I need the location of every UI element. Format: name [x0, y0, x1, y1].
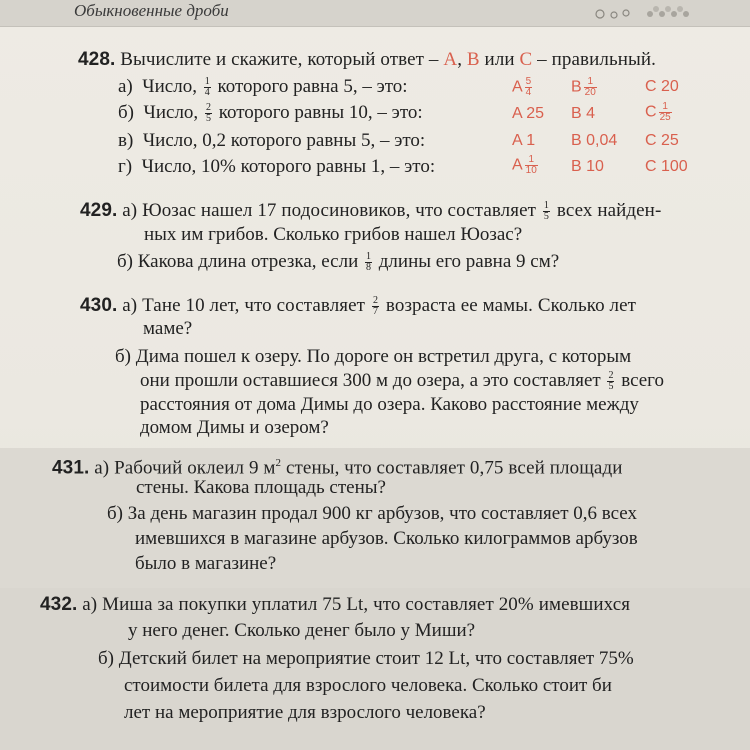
- problem-429-a: [80, 200, 661, 222]
- problem-429-a-cont: ных им грибов. Сколько грибов нашел Юозас?: [144, 224, 523, 245]
- problem-432-a: [40, 594, 630, 616]
- answer-option-b: [571, 77, 599, 98]
- item-text: Число, 10% которого равны 1, – это:: [141, 156, 436, 177]
- denominator: 5: [205, 113, 211, 125]
- item-text: стены, что составляет 0,75 всей площади: [281, 457, 623, 479]
- item-text: которого равна 5, – это:: [217, 76, 408, 97]
- problem-432-b-line2: стоимости билета для взрослого человека. Сколько стоит би: [124, 675, 612, 696]
- denominator: 5: [543, 211, 549, 223]
- item-text: Какова длина отрезка, если: [137, 251, 359, 272]
- option-letter: C: [519, 49, 533, 70]
- item-label: б): [115, 346, 131, 367]
- problem-number: 431.: [52, 457, 90, 479]
- problem-428-row-c: [118, 130, 425, 152]
- problem-430-b-line4: домом Димы и озером?: [140, 417, 329, 438]
- item-text: Миша за покупки уплатил 75 Lt, что составляет 20% имевшихся: [102, 594, 631, 615]
- item-text: возраста ее мамы. Сколько лет: [385, 295, 637, 316]
- item-text: всего: [621, 370, 664, 391]
- problem-431-a: [52, 452, 623, 479]
- item-text: Число, 0,2 которого равны 5, – это:: [142, 130, 426, 151]
- item-label: б): [107, 503, 123, 524]
- item-text: они прошли оставшиеся 300 м до озера, а это составляет: [140, 370, 601, 391]
- problem-428-row-a: [118, 76, 408, 98]
- numerator: 1: [659, 102, 672, 113]
- answer-option-c: C 25: [645, 132, 679, 149]
- problem-432-b: [98, 648, 634, 670]
- problem-text: – правильный.: [537, 49, 656, 70]
- denominator: 25: [659, 112, 671, 123]
- denominator: 5: [608, 381, 614, 393]
- item-label: а): [118, 76, 133, 97]
- item-text: всех найден-: [556, 200, 662, 221]
- fraction: [607, 371, 614, 392]
- numerator: 1: [584, 77, 597, 88]
- denominator: 10: [525, 165, 537, 176]
- option-letter: A: [443, 49, 458, 70]
- answer-option-b: B 10: [571, 158, 604, 175]
- problem-428-row-b: [118, 102, 423, 124]
- problem-431-b-line2: имевшихся в магазине арбузов. Сколько килограммов арбузов: [135, 528, 638, 549]
- item-text: длины его равна 9 см?: [378, 251, 560, 272]
- answer-option-c: [645, 102, 674, 123]
- answer-option-a: [512, 155, 540, 176]
- answer-option-b: B 4: [571, 105, 596, 122]
- numerator: 1: [204, 76, 210, 88]
- superscript: 2: [275, 457, 282, 469]
- fraction: [372, 296, 379, 317]
- fraction: [365, 252, 372, 273]
- numerator: 5: [525, 76, 532, 87]
- problem-number: 430.: [80, 295, 118, 316]
- item-label: б): [117, 251, 133, 272]
- option-text: B: [571, 78, 582, 96]
- denominator: 8: [366, 262, 372, 274]
- fraction: [584, 77, 597, 98]
- denominator: 20: [584, 87, 596, 98]
- item-text: которого равны 10, – это:: [218, 102, 423, 123]
- problem-430-b: [115, 346, 631, 368]
- option-text: A: [512, 78, 523, 96]
- fraction: [525, 155, 538, 176]
- problem-430-b-line2: [140, 370, 664, 392]
- decorative-dots-icon: [590, 6, 740, 22]
- problem-number: 428.: [78, 49, 116, 70]
- answer-option-a: A 25: [512, 105, 545, 122]
- option-text: C: [645, 103, 657, 121]
- problem-number: 432.: [40, 594, 78, 615]
- problem-430-b-line3: расстояния от дома Димы до озера. Каково расстояние между: [140, 394, 639, 415]
- problem-432-b-line3: лет на мероприятие для взрослого человека?: [124, 702, 486, 723]
- item-label: б): [118, 102, 134, 123]
- item-text: Рабочий оклеил 9 м: [114, 457, 276, 479]
- problem-number: 429.: [80, 200, 118, 221]
- problem-428-row-d: [118, 156, 435, 178]
- denominator: 4: [204, 87, 210, 99]
- problem-text: Вычислите и скажите, который ответ –: [120, 49, 439, 70]
- fraction: [205, 103, 212, 124]
- item-label: а): [122, 200, 138, 221]
- problem-430-a-cont: маме?: [143, 318, 193, 339]
- item-label: б): [98, 648, 114, 669]
- problem-428-statement: [78, 49, 656, 71]
- numerator: 2: [608, 370, 614, 382]
- answer-option-c: C 100: [645, 158, 688, 175]
- problem-text: или: [484, 49, 515, 70]
- punctuation: ,: [457, 49, 463, 70]
- fraction: [204, 77, 211, 98]
- fraction: [525, 77, 533, 98]
- answer-option-a: A 1: [512, 132, 536, 149]
- item-text: За день магазин продал 900 кг арбузов, что составляет 0,6 всех: [127, 503, 637, 524]
- item-text: Тане 10 лет, что составляет: [142, 295, 366, 316]
- problem-430-a: [80, 295, 636, 317]
- numerator: 1: [525, 155, 538, 166]
- answer-option-a: [512, 77, 534, 98]
- numerator: 2: [372, 295, 379, 307]
- item-text: Детский билет на мероприятие стоит 12 Lt, что составляет 75%: [118, 648, 634, 669]
- item-text: Юозас нашел 17 подосиновиков, что составляет: [142, 200, 537, 221]
- item-label: г): [118, 156, 133, 177]
- problem-431-b: [107, 503, 637, 525]
- numerator: 1: [366, 251, 372, 263]
- fraction: [543, 201, 550, 222]
- item-label: в): [118, 130, 134, 151]
- problem-429-b: [117, 251, 559, 273]
- problem-432-a-cont: у него денег. Сколько денег было у Миши?: [128, 620, 476, 641]
- problem-431-b-line3: было в магазине?: [135, 553, 277, 574]
- item-label: а): [82, 594, 98, 615]
- numerator: 1: [543, 200, 549, 212]
- problem-431-a-cont: стены. Какова площадь стены?: [136, 477, 386, 498]
- denominator: 4: [525, 87, 532, 98]
- item-label: а): [122, 295, 138, 316]
- denominator: 7: [372, 306, 379, 318]
- answer-option-b: B 0,04: [571, 132, 618, 149]
- fraction: [659, 102, 672, 123]
- item-text: Дима пошел к озеру. По дороге он встретил друга, с которым: [135, 346, 632, 367]
- page-header: [0, 0, 750, 27]
- chapter-title: Обыкновенные дроби: [74, 1, 229, 20]
- numerator: 2: [205, 102, 211, 114]
- item-text: Число,: [143, 102, 199, 123]
- option-text: A: [512, 156, 523, 174]
- item-label: а): [94, 457, 110, 479]
- item-text: Число,: [142, 76, 197, 97]
- option-letter: B: [466, 49, 480, 70]
- answer-option-c: C 20: [645, 78, 679, 95]
